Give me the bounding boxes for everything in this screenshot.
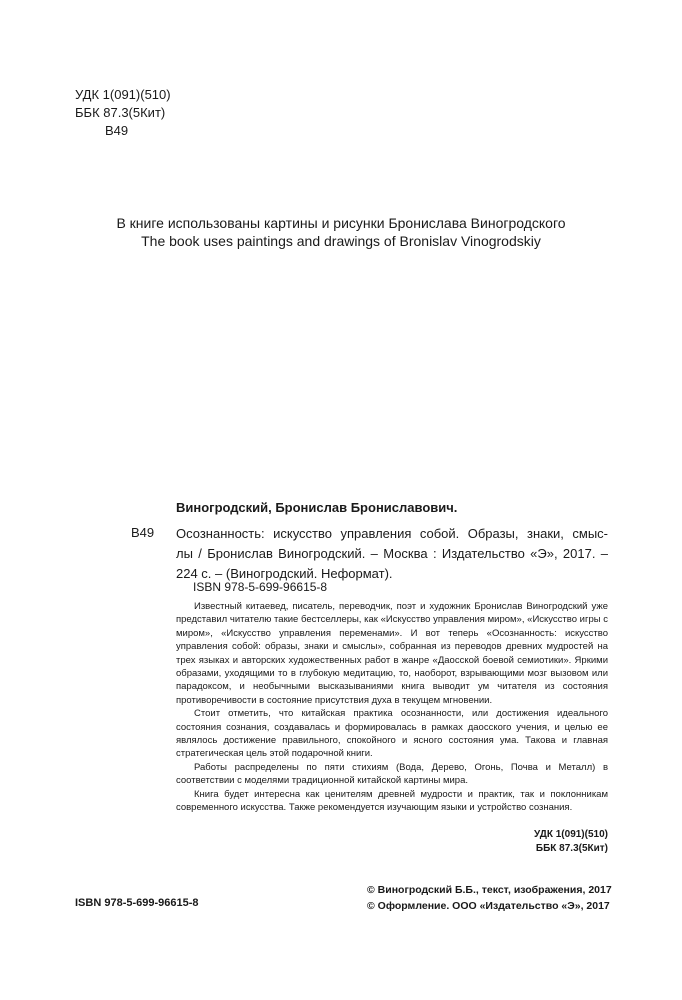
card-classification [534, 828, 608, 856]
card-abstract [176, 600, 608, 815]
credit-en: The book uses paintings and drawings of Bronislav Vinogrodskiy [141, 233, 541, 249]
top-classification [75, 86, 171, 140]
top-udk: УДК 1(091)(510) [75, 87, 171, 102]
card-author-code: В49 [131, 525, 155, 540]
abstract-paragraph: Известный китаевед, писатель, переводчик, поэт и художник Бронислав Виногродский уже представил читателю такие бестселлеры, как «Искусство управления миром», «Искусство игры с миром», «Искусство управления переменами». И вот теперь «Осознанность: искусство управления собой: образы, знаки и смыслы», собранная из переводов древних мудростей на трех языках и авторских художественных работ в жанре «Даосской боевой семиотики». Яркими образами, уходящими то в глубокую медитацию, то, наоборот, взрывающими мозг вызовом или парадоксом, и необычными высказываниями книга выводит ум читателя из состояния противоречивости в состояние присутствия духа в текущем мгновении. [176, 601, 608, 706]
illustration-credit [0, 214, 682, 250]
abstract-paragraph: Стоит отметить, что китайская практика осознанности, или достижения идеального состояния сознания, создавалась и формировалась в рамках даосского учения, и целью ее являлось достижение правильного, спокойного и ясного состояния ума. Такова и главная стратегическая цель этой подарочной книги. [176, 708, 608, 760]
abstract-paragraph: Книга будет интересна как ценителям древней мудрости и практик, так и поклонникам современного искусства. Также рекомендуется изучающим языки и устройство сознания. [176, 788, 608, 814]
bottom-isbn: ISBN 978-5-699-96615-8 [75, 897, 199, 909]
card-isbn: ISBN 978-5-699-96615-8 [193, 580, 328, 594]
card-description-line: лы / Бронислав Виногродский. – Москва : Издательство «Э», 2017. – [176, 546, 608, 561]
card-description-line: 224 с. – (Виногродский. Неформат). [176, 566, 393, 581]
copyright-block [367, 882, 612, 914]
top-author-code: В49 [105, 123, 129, 138]
top-bbk: ББК 87.3(5Кит) [75, 105, 166, 120]
card-description [176, 524, 608, 584]
card-author: Виногродский, Бронислав Брониславович. [176, 500, 458, 515]
copyright-line: © Виногродский Б.Б., текст, изображения, 2017 [367, 884, 612, 896]
abstract-paragraph: Работы распределены по пяти стихиям (Вода, Дерево, Огонь, Почва и Металл) в соответствии с моделями традиционной китайской картины мира. [176, 761, 608, 787]
copyright-line: © Оформление. ООО «Издательство «Э», 2017 [367, 900, 610, 912]
card-udk: УДК 1(091)(510) [534, 829, 608, 840]
card-bbk: ББК 87.3(5Кит) [535, 843, 608, 854]
credit-ru: В книге использованы картины и рисунки Бронислава Виногродского [116, 215, 566, 231]
card-description-line: Осознанность: искусство управления собой. Образы, знаки, смыс- [176, 526, 608, 541]
